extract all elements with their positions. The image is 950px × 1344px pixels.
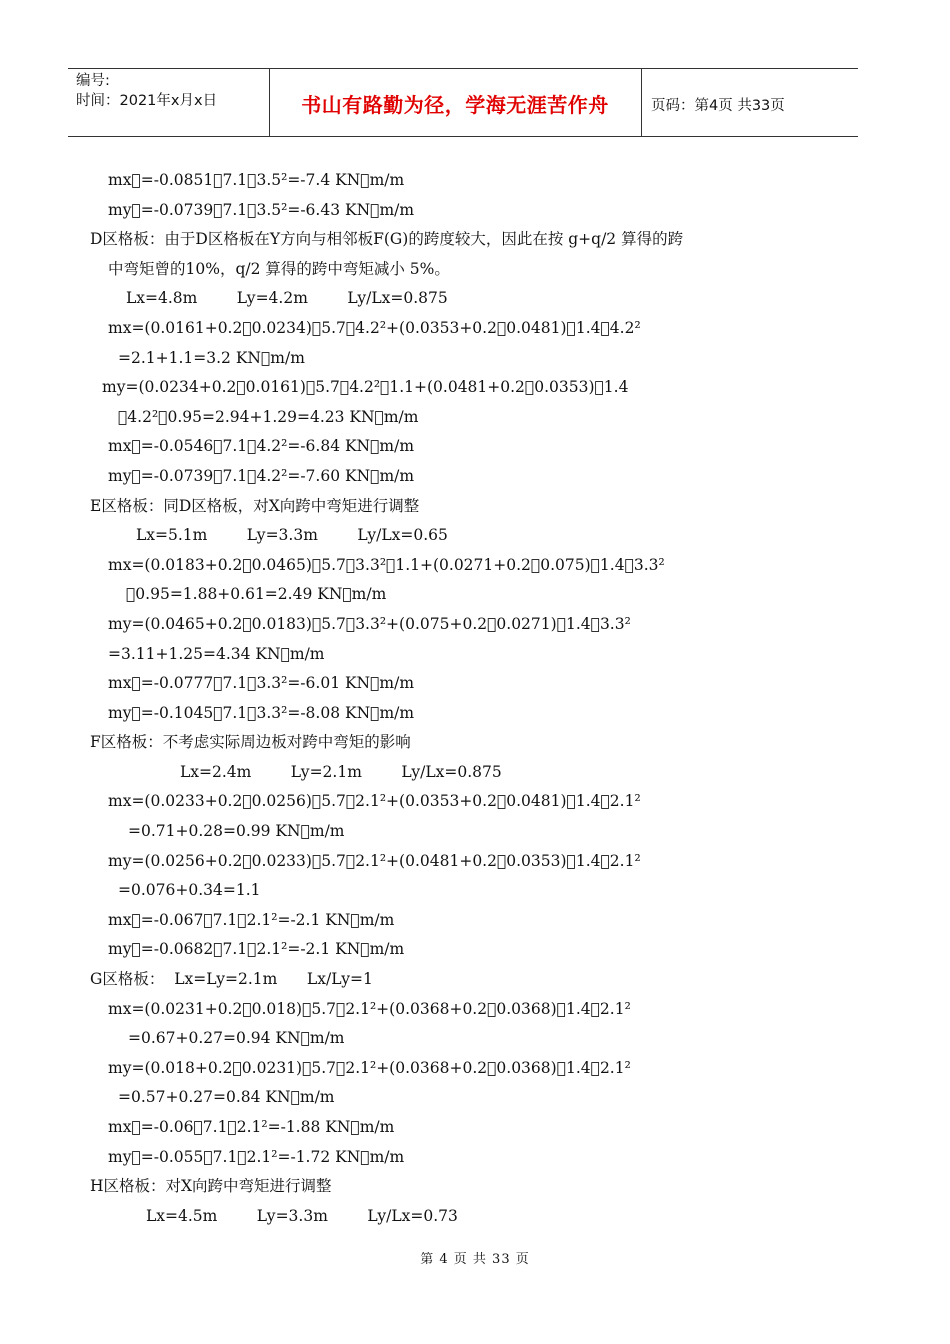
text-line: =2.1+1.1=3.2 KN m/m (118, 348, 305, 367)
text-line: =0.076+0.34=1.1 (118, 881, 261, 900)
text-line: my =-0.055 7.1 2.1²=-1.72 KN m/m (108, 1147, 405, 1166)
text-line: my =-0.0682 7.1 2.1²=-2.1 KN m/m (108, 940, 405, 959)
text-line: mx =-0.0546 7.1 4.2²=-6.84 KN m/m (108, 437, 415, 456)
text-line: E区格板：同D区格板，对X向跨中弯矩进行调整 (90, 496, 420, 515)
text-line: G区格板： Lx=Ly=2.1m Lx/Ly=1 (90, 970, 373, 989)
text-line: H区格板：对X向跨中弯矩进行调整 (90, 1177, 332, 1196)
text-line: my =-0.0739 7.1 3.5²=-6.43 KN m/m (108, 200, 415, 219)
text-line: my=(0.018+0.2 0.0231) 5.7 2.1²+(0.0368+0.2 0.0368) 1.4 2.1² (108, 1058, 631, 1077)
document-body (0, 166, 950, 1231)
text-line: Lx=5.1m Ly=3.3m Ly/Lx=0.65 (136, 526, 448, 545)
header-divider-right (641, 69, 642, 136)
text-line: my=(0.0234+0.2 0.0161) 5.7 4.2² 1.1+(0.0481+0.2 0.0353) 1.4 (102, 378, 629, 397)
text-line: my=(0.0465+0.2 0.0183) 5.7 3.3²+(0.075+0.2 0.0271) 1.4 3.3² (108, 614, 631, 633)
text-line: mx =-0.06 7.1 2.1²=-1.88 KN m/m (108, 1118, 395, 1136)
header-page-info: 页码：第4页 共33页 (651, 98, 785, 114)
text-line: =0.71+0.28=0.99 KN m/m (128, 822, 345, 841)
text-line: mx =-0.067 7.1 2.1²=-2.1 KN m/m (108, 910, 395, 929)
page-header (68, 68, 858, 137)
page-footer: 第 4 页 共 33 页 (420, 1252, 530, 1267)
text-line: mx =-0.0777 7.1 3.3²=-6.01 KN m/m (108, 674, 415, 693)
document-number-label: 编号: (76, 73, 110, 89)
text-line: =0.57+0.27=0.84 KN m/m (118, 1088, 335, 1107)
text-line: my=(0.0256+0.2 0.0233) 5.7 2.1²+(0.0481+0.2 0.0353) 1.4 2.1² (108, 851, 641, 870)
text-line: Lx=4.8m Ly=4.2m Ly/Lx=0.875 (126, 289, 448, 308)
text-line: Lx=4.5m Ly=3.3m Ly/Lx=0.73 (146, 1206, 458, 1225)
text-line: mx =-0.0851 7.1 3.5²=-7.4 KN m/m (108, 171, 405, 189)
text-line:  4.2² 0.95=2.94+1.29=4.23 KN m/m (118, 407, 419, 426)
text-line: D区格板：由于D区格板在Y方向与相邻板F(G)的跨度较大，因此在按 g+q/2 算得的跨 (90, 230, 684, 249)
document-time-label: 时间：2021年x月x日 (76, 93, 218, 109)
text-line: =3.11+1.25=4.34 KN m/m (108, 644, 325, 663)
text-line: 中弯矩曾的10%，q/2 算得的跨中弯矩减小 5%。 (108, 259, 450, 278)
text-line:  0.95=1.88+0.61=2.49 KN m/m (126, 585, 387, 604)
text-line: my =-0.1045 7.1 3.3²=-8.08 KN m/m (108, 703, 415, 722)
text-line: mx=(0.0233+0.2 0.0256) 5.7 2.1²+(0.0353+0.2 0.0481) 1.4 2.1² (108, 792, 641, 811)
header-motto: 书山有路勤为径，学海无涯苦作舟 (301, 93, 609, 117)
text-line: mx=(0.0161+0.2 0.0234) 5.7 4.2²+(0.0353+0.2 0.0481) 1.4 4.2² (108, 318, 641, 337)
text-line: mx=(0.0231+0.2 0.018) 5.7 2.1²+(0.0368+0.2 0.0368) 1.4 2.1² (108, 999, 631, 1018)
text-line: F区格板：不考虑实际周边板对跨中弯矩的影响 (90, 733, 411, 752)
text-line: =0.67+0.27=0.94 KN m/m (128, 1029, 345, 1048)
text-line: mx=(0.0183+0.2 0.0465) 5.7 3.3² 1.1+(0.0271+0.2 0.075) 1.4 3.3² (108, 555, 665, 574)
text-line: Lx=2.4m Ly=2.1m Ly/Lx=0.875 (180, 762, 502, 781)
header-meta (76, 71, 266, 111)
text-line: my =-0.0739 7.1 4.2²=-7.60 KN m/m (108, 466, 415, 485)
